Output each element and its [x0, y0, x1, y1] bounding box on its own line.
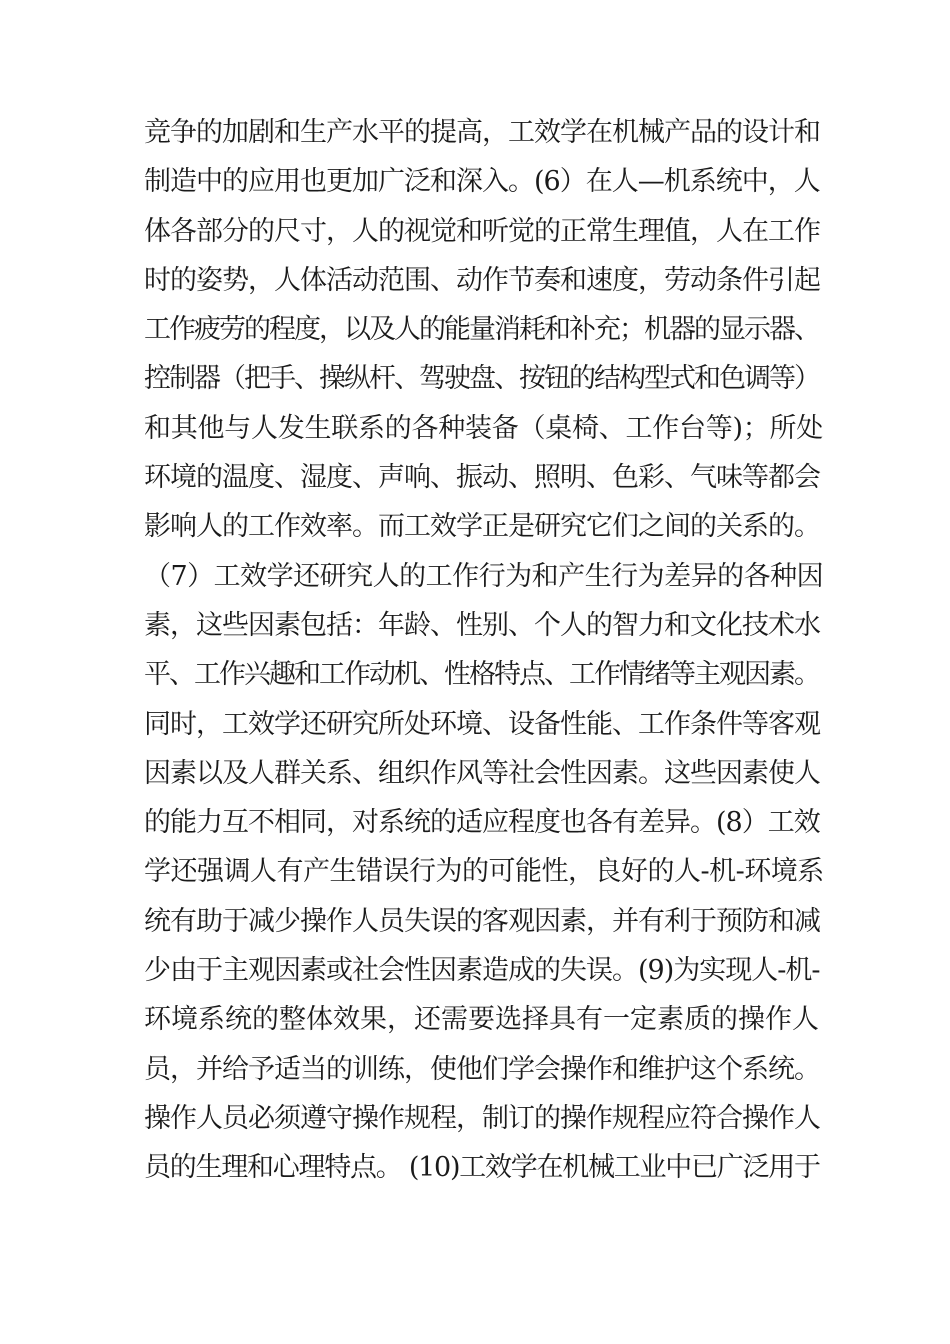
text-line: 时的姿势，人体活动范围、动作节奏和速度，劳动条件引起 [144, 264, 820, 296]
text-line: 因素以及人群关系、组织作风等社会性因素。这些因素使人 [144, 757, 820, 789]
text-line: 统有助于减少操作人员失误的客观因素，并有利于预防和减 [144, 905, 820, 937]
text-line: 的能力互不相同，对系统的适应程度也各有差异。(8）工效 [144, 807, 820, 839]
text-line: 竞争的加剧和生产水平的提高，工效学在机械产品的设计和 [144, 117, 820, 148]
body-text [144, 108, 824, 1193]
text-line: 制造中的应用也更加广泛和深入。(6）在人—机系统中，人 [144, 166, 820, 198]
text-line: 控制器（把手、操纵杆、驾驶盘、按钮的结构型式和色调等） [144, 363, 819, 395]
text-line: 素，这些因素包括：年龄、性别、个人的智力和文化技术水 [144, 609, 820, 641]
text-line: 体各部分的尺寸，人的视觉和听觉的正常生理值，人在工作 [144, 215, 820, 247]
text-line: 学还强调人有产生错误行为的可能性，良好的人-机-环境系 [144, 856, 824, 888]
text-line: （7）工效学还研究人的工作行为和产生行为差异的各种因 [144, 560, 824, 592]
text-line: 影响人的工作效率。而工效学正是研究它们之间的关系的。 [144, 511, 820, 543]
text-line: 少由于主观因素或社会性因素造成的失误。(9)为实现人-机- [144, 955, 820, 987]
text-line: 同时，工效学还研究所处环境、设备性能、工作条件等客观 [144, 708, 820, 740]
text-line: 操作人员必须遵守操作规程，制订的操作规程应符合操作人 [144, 1102, 820, 1134]
text-line: 和其他与人发生联系的各种装备（桌椅、工作台等)；所处 [144, 412, 824, 444]
text-line: 员，并给予适当的训练，使他们学会操作和维护这个系统。 [144, 1053, 820, 1085]
text-line: 环境系统的整体效果，还需要选择具有一定素质的操作人 [144, 1004, 819, 1036]
text-line: 员的生理和心理特点。 (10)工效学在机械工业中已广泛用于 [144, 1152, 820, 1184]
text-line: 平、工作兴趣和工作动机、性格特点、工作情绪等主观因素。 [144, 659, 819, 691]
text-line: 工作疲劳的程度，以及人的能量消耗和补充；机器的显示器、 [144, 314, 819, 346]
text-line: 环境的温度、湿度、声响、振动、照明、色彩、气味等都会 [144, 462, 820, 494]
